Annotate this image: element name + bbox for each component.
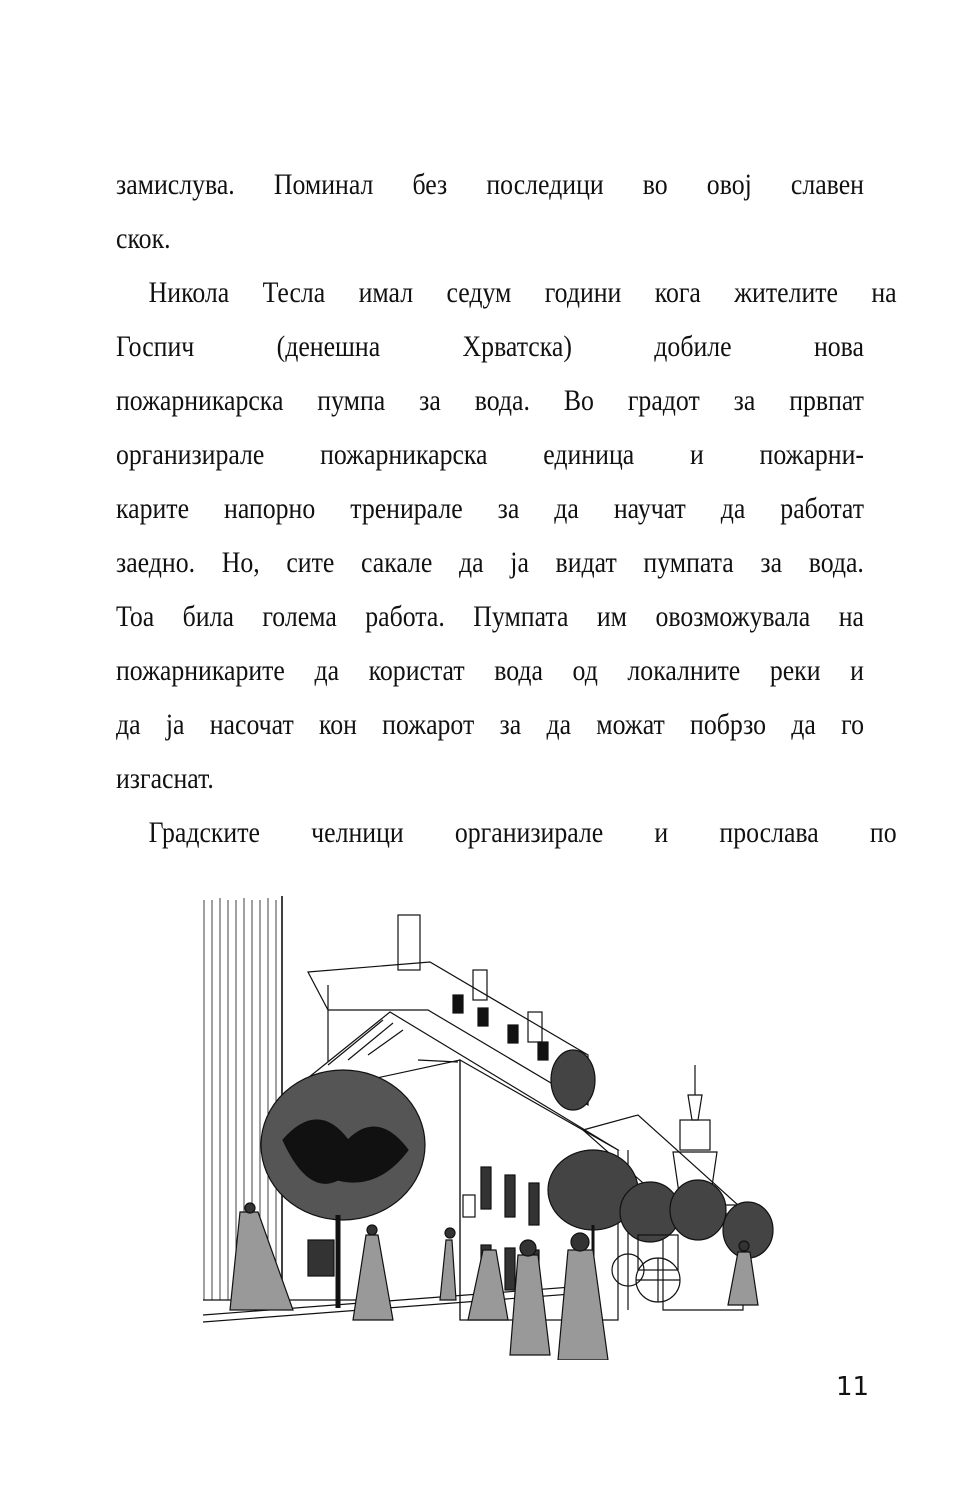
town-street-illustration: [198, 890, 782, 1360]
word: последици: [486, 168, 604, 201]
word: карите: [116, 492, 190, 525]
word: замислува.: [116, 168, 235, 201]
page-number: 11: [836, 1372, 870, 1402]
text-line: [116, 541, 864, 595]
word: имал: [358, 276, 414, 309]
word: организирале: [116, 438, 265, 471]
word: за: [497, 492, 520, 525]
word: реки: [769, 654, 821, 687]
word: тренирале: [350, 492, 463, 525]
word: кога: [654, 276, 701, 309]
text-line: [116, 649, 864, 703]
word: да: [116, 708, 141, 741]
word: можат: [596, 708, 665, 741]
word: градот: [627, 384, 700, 417]
word: била: [182, 600, 234, 633]
word: кон: [318, 708, 357, 741]
word: челници: [311, 816, 404, 849]
word: вода.: [474, 384, 530, 417]
word: седум: [446, 276, 512, 309]
word: вода: [494, 654, 543, 687]
word: пожарникарите: [116, 654, 285, 687]
word: Госпич: [116, 330, 195, 363]
word: од: [572, 654, 598, 687]
word: за: [419, 384, 441, 417]
word: вода.: [808, 546, 864, 579]
word: Во: [563, 384, 594, 417]
word: жителите: [734, 276, 839, 309]
word: пумпа: [317, 384, 386, 417]
text-line: [116, 163, 864, 217]
word: добиле: [654, 330, 732, 363]
word: видат: [555, 546, 617, 579]
word: научат: [613, 492, 686, 525]
text-line: [116, 487, 864, 541]
word: користат: [368, 654, 465, 687]
word: за: [733, 384, 756, 417]
word: Но,: [221, 546, 260, 579]
word: локалните: [627, 654, 741, 687]
word: да: [791, 708, 816, 741]
word: изгаснат.: [116, 762, 214, 795]
word: да: [546, 708, 572, 741]
word: работа.: [365, 600, 445, 633]
word: (денешна: [276, 330, 381, 363]
horse-carriage: [612, 1235, 680, 1302]
word: на: [871, 276, 897, 309]
word: побрзо: [690, 708, 767, 741]
word: во: [642, 168, 668, 201]
word: организирале: [454, 816, 604, 849]
body-text: [116, 163, 897, 865]
word: напорно: [224, 492, 316, 525]
word: скок.: [116, 222, 171, 255]
word: пожарни-: [759, 438, 864, 471]
text-line: [116, 217, 864, 271]
word: Тесла: [262, 276, 326, 309]
word: ја: [165, 708, 185, 741]
word: Поминал: [273, 168, 374, 201]
word: да: [554, 492, 579, 525]
word: овозможувала: [655, 600, 811, 633]
word: пожарникарска: [320, 438, 488, 471]
word: години: [544, 276, 622, 309]
word: славен: [790, 168, 864, 201]
text-line: [116, 433, 864, 487]
text-line: [116, 271, 897, 325]
word: овој: [706, 168, 752, 201]
text-line: [116, 325, 864, 379]
word: да: [314, 654, 340, 687]
text-line: [116, 379, 864, 433]
word: Никола: [148, 276, 230, 309]
word: пожарот: [382, 708, 475, 741]
word: да: [459, 546, 484, 579]
word: и: [654, 816, 669, 849]
word: им: [596, 600, 628, 633]
text-line: [116, 811, 897, 865]
word: единица: [543, 438, 635, 471]
word: за: [499, 708, 522, 741]
word: пумпата: [643, 546, 734, 579]
word: прослава: [719, 816, 819, 849]
word: голема: [262, 600, 337, 633]
word: Градските: [148, 816, 260, 849]
word: по: [869, 816, 897, 849]
word: сакале: [360, 546, 433, 579]
text-line: [116, 595, 864, 649]
word: Пумпата: [473, 600, 569, 633]
word: Тоа: [116, 600, 155, 633]
word: ја: [510, 546, 529, 579]
word: да: [720, 492, 746, 525]
word: Хрватска): [462, 330, 572, 363]
text-line: [116, 703, 864, 757]
word: и: [850, 654, 864, 687]
word: сите: [286, 546, 335, 579]
word: го: [841, 708, 864, 741]
word: работат: [780, 492, 864, 525]
word: нова: [813, 330, 864, 363]
word: пожарникарска: [116, 384, 284, 417]
word: насочат: [209, 708, 294, 741]
word: без: [412, 168, 448, 201]
word: на: [838, 600, 864, 633]
word: и: [689, 438, 704, 471]
word: за: [760, 546, 783, 579]
word: првпат: [789, 384, 864, 417]
text-line: [116, 757, 864, 811]
word: заедно.: [116, 546, 196, 579]
